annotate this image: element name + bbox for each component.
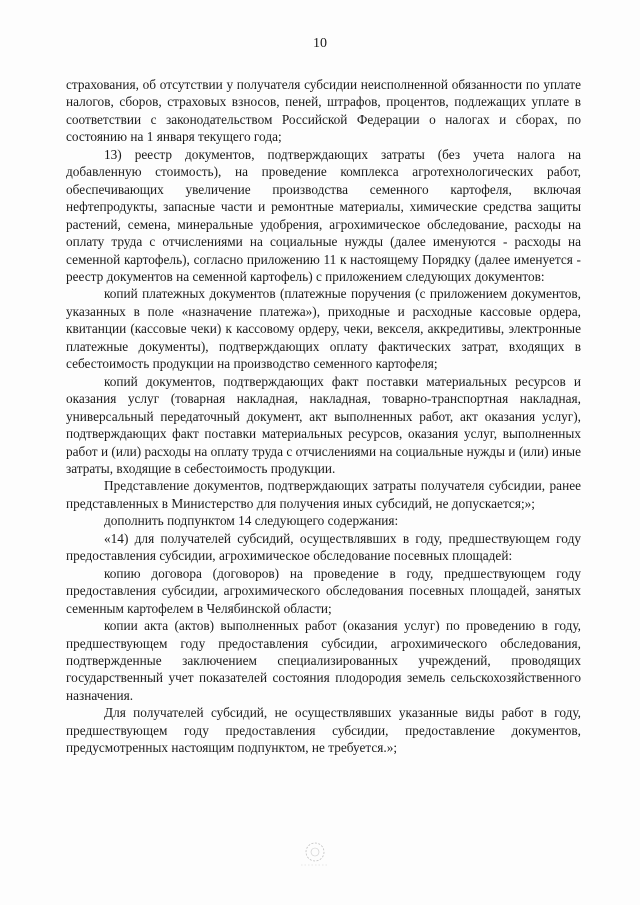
faint-stamp-mark [295, 838, 335, 868]
paragraph-supply-documents: копий документов, подтверждающих факт поставки материальных ресурсов и оказания услуг (товарная накладная, накладная, товарно-транспортная накладная, универсальный передаточный документ, акт выполненных работ, акт оказания услуг), подтверждающих факт поставки материальных ресурсов, оказания услуг, выполненных работ и (или) расходы на оплату труда с отчислениями на социальные нужды и (или) иные затраты, входящие в себестоимость продукции. [66, 373, 581, 476]
paragraph-item-14: «14) для получателей субсидий, осуществлявших в году, предшествующем году предоставления субсидии, агрохимическое обследование посевных площадей: [66, 530, 581, 564]
paragraph-add-item-14: дополнить подпунктом 14 следующего содержания: [104, 513, 399, 529]
paragraph-payment-documents: копий платежных документов (платежные поручения (с приложением документов, указанных в поле «назначение платежа»), приходные и расходные кассовые ордера, квитанции (кассовые чеки) к кассовому ордеру, чеки, векселя, аккредитивы, электронные платежные документы), подтверждающих оплату фактических затрат, входящих в себестоимость продукции на производство семенного картофеля; [66, 286, 581, 372]
page-number: 10 [313, 36, 327, 51]
paragraph-exemption: Для получателей субсидий, не осуществлявших указанные виды работ в году, предшествующем году предоставления субсидии, предоставление документов, предусмотренных настоящим подпунктом, не требуется.»; [66, 705, 581, 756]
paragraph-acts-copy: копии акта (актов) выполненных работ (оказания услуг) по проведению в году, предшествующем году предоставления субсидии, агрохимического обследования, подтвержденные заключением специализированных учреждений, проводящих государственный учет показателей состояния плодородия земель сельскохозяйственного назначения. [66, 618, 581, 703]
document-body [66, 76, 581, 757]
paragraph-item-13: 13) реестр документов, подтверждающих затраты (без учета налога на добавленную стоимость), на проведение комплекса агротехнологических работ, обеспечивающих увеличение производства семенного картофеля, включая нефтепродукты, запасные части и ремонтные материалы, химические средства защиты растений, семена, минеральные удобрения, агрохимическое обследование, расходы на оплату труда с отчислениями на социальные нужды (далее именуются - расходы на семенной картофель), согласно приложению 11 к настоящему Порядку (далее именуется - реестр документов на семенной картофель) с приложением следующих документов: [66, 146, 581, 284]
paragraph-continuation: страхования, об отсутствии у получателя субсидии неисполненной обязанности по уплате налогов, сборов, страховых взносов, пеней, штрафов, процентов, подлежащих уплате в соответствии с законодательством Российской Федерации о налогах и сборах, по состоянию на 1 января текущего года; [66, 77, 581, 145]
paragraph-contract-copy: копию договора (договоров) на проведение в году, предшествующем году предоставления субсидии, агрохимического обследования посевных площадей, занятых семенным картофелем в Челябинской области; [66, 565, 581, 616]
paragraph-no-resubmission: Представление документов, подтверждающих затраты получателя субсидии, ранее представленных в Министерство для получения иных субсидий, не допускается;»; [66, 478, 581, 511]
